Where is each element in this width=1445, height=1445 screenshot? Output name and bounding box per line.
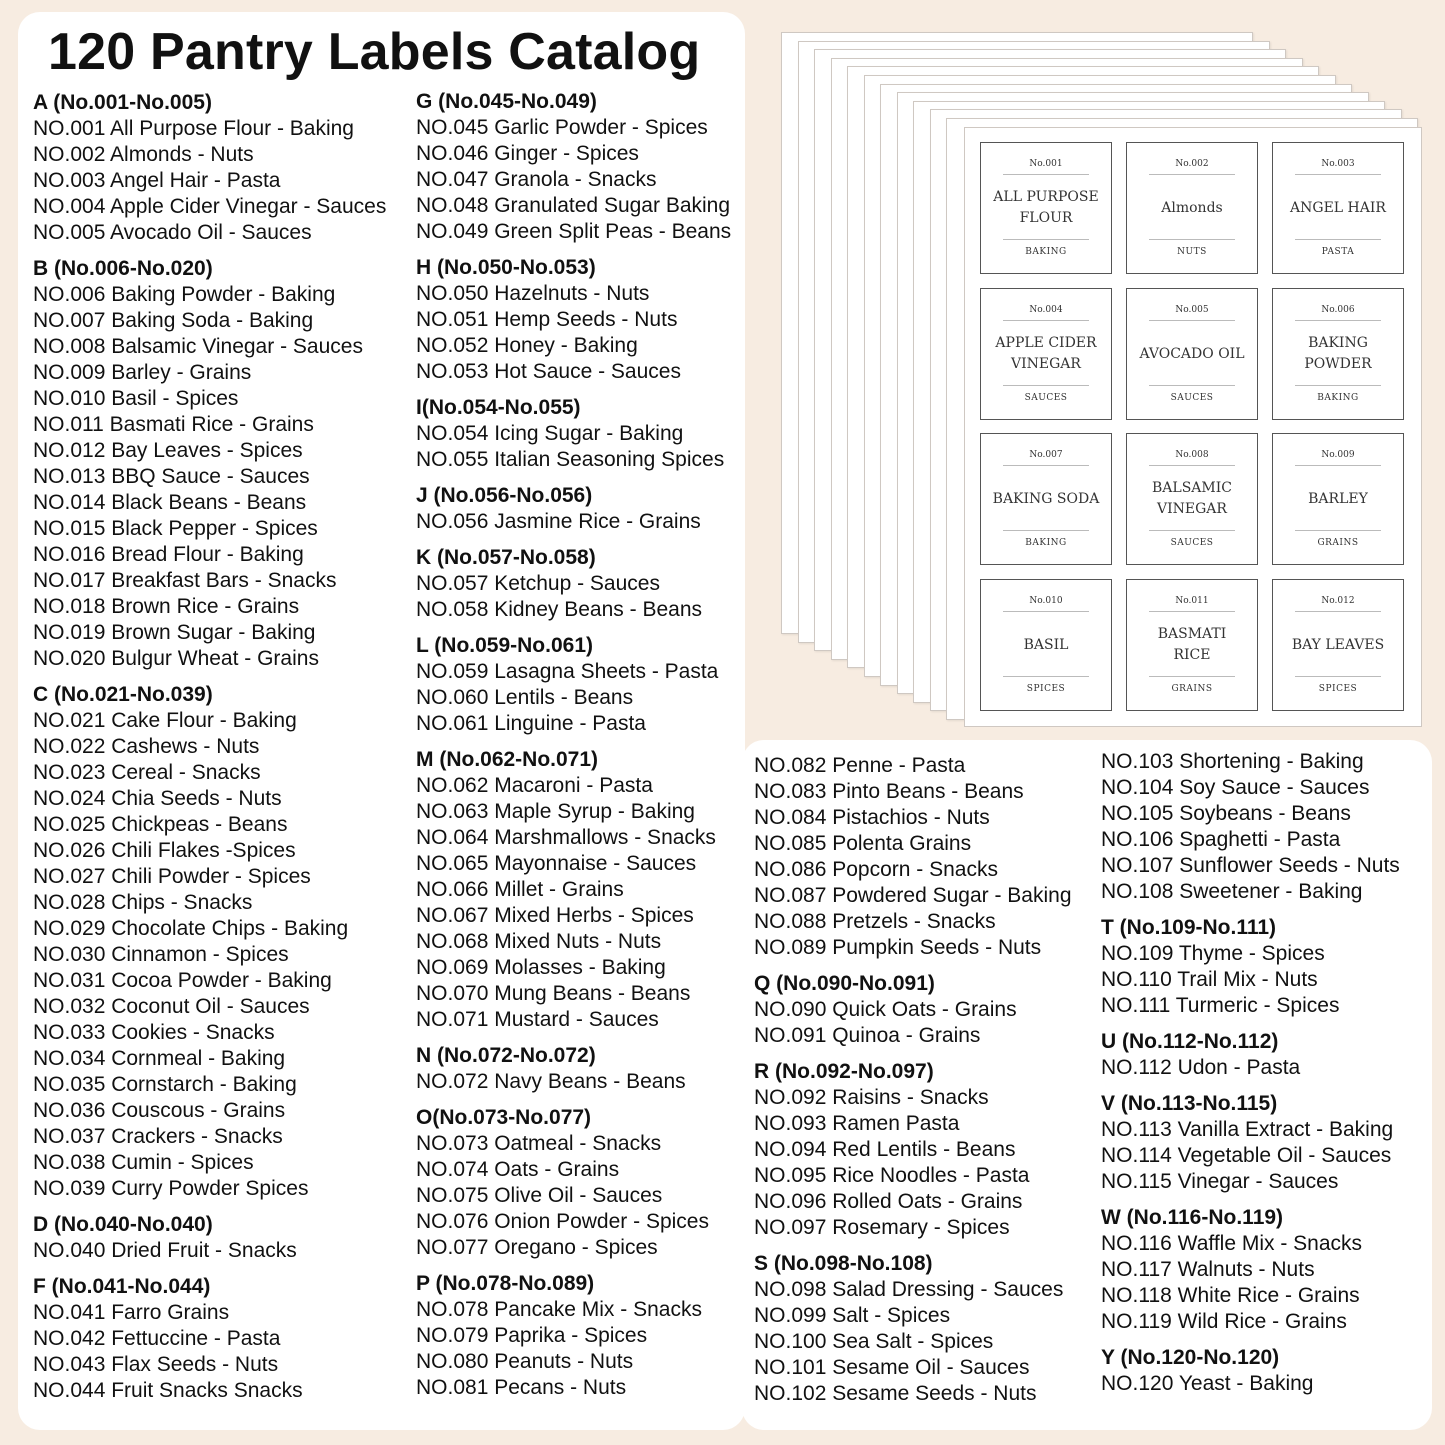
catalog-item: NO.047 Granola - Snacks bbox=[416, 168, 657, 191]
catalog-item: NO.118 White Rice - Grains bbox=[1101, 1284, 1360, 1307]
catalog-item: NO.086 Popcorn - Snacks bbox=[754, 858, 998, 881]
catalog-item: NO.050 Hazelnuts - Nuts bbox=[416, 282, 650, 305]
catalog-item: NO.046 Ginger - Spices bbox=[416, 142, 639, 165]
catalog-section bbox=[33, 682, 386, 1202]
label-category: BAKING bbox=[1025, 538, 1067, 548]
catalog-item: NO.040 Dried Fruit - Snacks bbox=[33, 1239, 297, 1262]
catalog-section bbox=[33, 1212, 386, 1264]
catalog-item: NO.037 Crackers - Snacks bbox=[33, 1125, 283, 1148]
catalog-item: NO.096 Rolled Oats - Grains bbox=[754, 1190, 1023, 1213]
catalog-item: NO.117 Walnuts - Nuts bbox=[1101, 1258, 1315, 1281]
catalog-item: NO.021 Cake Flour - Baking bbox=[33, 709, 297, 732]
label-divider bbox=[1295, 174, 1381, 175]
label-divider bbox=[1149, 320, 1235, 321]
label-name-text: BALSAMIC VINEGAR bbox=[1152, 480, 1232, 517]
label-number: No.011 bbox=[1175, 596, 1209, 606]
catalog-item: NO.071 Mustard - Sauces bbox=[416, 1008, 659, 1031]
section-heading: U (No.112-No.112) bbox=[1101, 1030, 1279, 1053]
label-number: No.003 bbox=[1321, 159, 1355, 169]
catalog-item: NO.104 Soy Sauce - Sauces bbox=[1101, 776, 1370, 799]
catalog-item: NO.011 Basmati Rice - Grains bbox=[33, 413, 314, 436]
catalog-item: NO.100 Sea Salt - Spices bbox=[754, 1330, 994, 1353]
label-name-text: APPLE CIDER VINEGAR bbox=[995, 335, 1097, 372]
label-divider bbox=[1295, 676, 1381, 677]
label-name bbox=[987, 472, 1105, 526]
catalog-section bbox=[33, 1274, 386, 1404]
label-divider bbox=[1149, 465, 1235, 466]
catalog-item: NO.023 Cereal - Snacks bbox=[33, 761, 261, 784]
label-name bbox=[987, 618, 1105, 672]
catalog-item: NO.069 Molasses - Baking bbox=[416, 956, 666, 979]
catalog-item: NO.017 Breakfast Bars - Snacks bbox=[33, 569, 337, 592]
catalog-item: NO.082 Penne - Pasta bbox=[754, 754, 966, 777]
label-name bbox=[1133, 472, 1251, 526]
catalog-item: NO.005 Avocado Oil - Sauces bbox=[33, 221, 312, 244]
section-heading: P (No.078-No.089) bbox=[416, 1272, 595, 1295]
catalog-item: NO.106 Spaghetti - Pasta bbox=[1101, 828, 1341, 851]
catalog-item: NO.061 Linguine - Pasta bbox=[416, 712, 646, 735]
catalog-item: NO.088 Pretzels - Snacks bbox=[754, 910, 996, 933]
label-number: No.009 bbox=[1321, 450, 1355, 460]
catalog-item: NO.108 Sweetener - Baking bbox=[1101, 880, 1363, 903]
pantry-label bbox=[1126, 579, 1258, 711]
catalog-item: NO.014 Black Beans - Beans bbox=[33, 491, 307, 514]
catalog-item: NO.031 Cocoa Powder - Baking bbox=[33, 969, 332, 992]
label-number: No.005 bbox=[1175, 305, 1209, 315]
catalog-section bbox=[1101, 1029, 1400, 1081]
catalog-item: NO.044 Fruit Snacks Snacks bbox=[33, 1379, 303, 1402]
label-name bbox=[987, 181, 1105, 235]
catalog-section bbox=[1101, 1091, 1400, 1195]
catalog-item: NO.119 Wild Rice - Grains bbox=[1101, 1310, 1347, 1333]
label-number: No.008 bbox=[1175, 450, 1209, 460]
label-name bbox=[1133, 618, 1251, 672]
catalog-item: NO.079 Paprika - Spices bbox=[416, 1324, 648, 1347]
catalog-item: NO.056 Jasmine Rice - Grains bbox=[416, 510, 701, 533]
label-name-text: AVOCADO OIL bbox=[1139, 345, 1245, 362]
catalog-item: NO.077 Oregano - Spices bbox=[416, 1236, 658, 1259]
section-heading: H (No.050-No.053) bbox=[416, 256, 596, 279]
catalog-item: NO.097 Rosemary - Spices bbox=[754, 1216, 1010, 1239]
pantry-label bbox=[1272, 142, 1404, 274]
label-name bbox=[1279, 327, 1397, 381]
label-number: No.010 bbox=[1029, 596, 1063, 606]
section-heading: J (No.056-No.056) bbox=[416, 484, 593, 507]
catalog-item: NO.049 Green Split Peas - Beans bbox=[416, 220, 732, 243]
section-heading: R (No.092-No.097) bbox=[754, 1060, 934, 1083]
catalog-item: NO.110 Trail Mix - Nuts bbox=[1101, 968, 1318, 991]
catalog-item: NO.064 Marshmallows - Snacks bbox=[416, 826, 716, 849]
catalog-item: NO.074 Oats - Grains bbox=[416, 1158, 620, 1181]
catalog-column-4 bbox=[1101, 749, 1400, 1397]
catalog-item: NO.030 Cinnamon - Spices bbox=[33, 943, 289, 966]
catalog-item: NO.010 Basil - Spices bbox=[33, 387, 239, 410]
label-category: SAUCES bbox=[1170, 538, 1214, 548]
pantry-label bbox=[980, 288, 1112, 420]
pantry-label bbox=[980, 142, 1112, 274]
catalog-item: NO.022 Cashews - Nuts bbox=[33, 735, 260, 758]
section-heading: C (No.021-No.039) bbox=[33, 683, 213, 706]
catalog-item: NO.016 Bread Flour - Baking bbox=[33, 543, 304, 566]
label-divider bbox=[1295, 465, 1381, 466]
label-name bbox=[987, 327, 1105, 381]
catalog-item: NO.098 Salad Dressing - Sauces bbox=[754, 1278, 1064, 1301]
catalog-item: NO.051 Hemp Seeds - Nuts bbox=[416, 308, 678, 331]
catalog-section bbox=[33, 256, 386, 672]
label-number: No.007 bbox=[1029, 450, 1063, 460]
label-divider bbox=[1295, 385, 1381, 386]
label-name-text: BASIL bbox=[1023, 636, 1069, 653]
label-name bbox=[1133, 181, 1251, 235]
label-divider bbox=[1295, 611, 1381, 612]
label-divider bbox=[1003, 676, 1089, 677]
section-heading: G (No.045-No.049) bbox=[416, 90, 597, 113]
catalog-item: NO.094 Red Lentils - Beans bbox=[754, 1138, 1016, 1161]
label-category: SAUCES bbox=[1024, 393, 1068, 403]
label-name-text: Almonds bbox=[1161, 199, 1223, 216]
label-divider bbox=[1003, 611, 1089, 612]
catalog-item: NO.024 Chia Seeds - Nuts bbox=[33, 787, 282, 810]
catalog-item: NO.065 Mayonnaise - Sauces bbox=[416, 852, 697, 875]
label-name-text: ANGEL HAIR bbox=[1290, 199, 1386, 216]
pantry-label bbox=[980, 579, 1112, 711]
label-category: BAKING bbox=[1025, 247, 1067, 257]
catalog-section bbox=[416, 483, 731, 535]
catalog-item: NO.089 Pumpkin Seeds - Nuts bbox=[754, 936, 1042, 959]
catalog-item: NO.080 Peanuts - Nuts bbox=[416, 1350, 634, 1373]
catalog-item: NO.120 Yeast - Baking bbox=[1101, 1372, 1314, 1395]
catalog-column-1 bbox=[33, 90, 386, 1404]
page-title: 120 Pantry Labels Catalog bbox=[48, 23, 701, 81]
catalog-column-3 bbox=[754, 753, 1072, 1407]
catalog-item: NO.029 Chocolate Chips - Baking bbox=[33, 917, 349, 940]
label-divider bbox=[1149, 239, 1235, 240]
catalog-item: NO.038 Cumin - Spices bbox=[33, 1151, 254, 1174]
catalog-item: NO.063 Maple Syrup - Baking bbox=[416, 800, 695, 823]
catalog-item: NO.092 Raisins - Snacks bbox=[754, 1086, 989, 1109]
label-number: No.002 bbox=[1175, 159, 1209, 169]
label-category: GRAINS bbox=[1317, 538, 1359, 548]
catalog-item: NO.076 Onion Powder - Spices bbox=[416, 1210, 709, 1233]
catalog-section bbox=[416, 545, 731, 623]
label-divider bbox=[1149, 676, 1235, 677]
section-heading: L (No.059-No.061) bbox=[416, 634, 593, 657]
catalog-item: NO.095 Rice Noodles - Pasta bbox=[754, 1164, 1030, 1187]
section-heading: I(No.054-No.055) bbox=[416, 396, 581, 419]
catalog-section bbox=[416, 1043, 731, 1095]
catalog-item: NO.084 Pistachios - Nuts bbox=[754, 806, 990, 829]
section-heading: V (No.113-No.115) bbox=[1101, 1092, 1278, 1115]
section-heading: B (No.006-No.020) bbox=[33, 257, 213, 280]
label-category: NUTS bbox=[1177, 247, 1207, 257]
catalog-section bbox=[416, 1105, 731, 1261]
section-heading: D (No.040-No.040) bbox=[33, 1213, 213, 1236]
catalog-item: NO.083 Pinto Beans - Beans bbox=[754, 780, 1024, 803]
label-divider bbox=[1149, 174, 1235, 175]
catalog-item: NO.018 Brown Rice - Grains bbox=[33, 595, 300, 618]
catalog-item: NO.058 Kidney Beans - Beans bbox=[416, 598, 703, 621]
catalog-item: NO.075 Olive Oil - Sauces bbox=[416, 1184, 663, 1207]
catalog-section bbox=[1101, 915, 1400, 1019]
catalog-item: NO.006 Baking Powder - Baking bbox=[33, 283, 336, 306]
catalog-item: NO.039 Curry Powder Spices bbox=[33, 1177, 309, 1200]
catalog-item: NO.109 Thyme - Spices bbox=[1101, 942, 1325, 965]
label-divider bbox=[1149, 611, 1235, 612]
catalog-item: NO.066 Millet - Grains bbox=[416, 878, 624, 901]
catalog-item: NO.054 Icing Sugar - Baking bbox=[416, 422, 684, 445]
catalog-item: NO.002 Almonds - Nuts bbox=[33, 143, 254, 166]
label-category: SAUCES bbox=[1170, 393, 1214, 403]
section-heading: Y (No.120-No.120) bbox=[1101, 1346, 1280, 1369]
catalog-item: NO.033 Cookies - Snacks bbox=[33, 1021, 275, 1044]
catalog-section bbox=[33, 90, 386, 246]
catalog-item: NO.034 Cornmeal - Baking bbox=[33, 1047, 286, 1070]
catalog-item: NO.073 Oatmeal - Snacks bbox=[416, 1132, 662, 1155]
label-name-text: BASMATI RICE bbox=[1157, 626, 1227, 663]
catalog-item: NO.003 Angel Hair - Pasta bbox=[33, 169, 281, 192]
label-name-text: BAKING SODA bbox=[992, 490, 1100, 507]
label-divider bbox=[1003, 385, 1089, 386]
section-heading: T (No.109-No.111) bbox=[1101, 916, 1277, 939]
label-number: No.012 bbox=[1321, 596, 1355, 606]
catalog-item: NO.102 Sesame Seeds - Nuts bbox=[754, 1382, 1037, 1405]
catalog-section bbox=[416, 89, 731, 245]
pantry-label bbox=[1272, 288, 1404, 420]
catalog-item: NO.028 Chips - Snacks bbox=[33, 891, 253, 914]
label-category: BAKING bbox=[1317, 393, 1359, 403]
pantry-label bbox=[1272, 433, 1404, 565]
label-divider bbox=[1003, 320, 1089, 321]
catalog-item: NO.042 Fettuccine - Pasta bbox=[33, 1327, 281, 1350]
label-divider bbox=[1149, 385, 1235, 386]
section-heading: N (No.072-No.072) bbox=[416, 1044, 596, 1067]
catalog-item: NO.107 Sunflower Seeds - Nuts bbox=[1101, 854, 1400, 877]
catalog-item: NO.072 Navy Beans - Beans bbox=[416, 1070, 686, 1093]
pantry-label bbox=[1126, 433, 1258, 565]
label-name-text: BAY LEAVES bbox=[1291, 636, 1385, 653]
catalog-column-2 bbox=[416, 89, 731, 1401]
catalog-section bbox=[416, 255, 731, 385]
catalog-item: NO.012 Bay Leaves - Spices bbox=[33, 439, 303, 462]
label-name bbox=[1279, 472, 1397, 526]
catalog-item: NO.020 Bulgur Wheat - Grains bbox=[33, 647, 319, 670]
label-divider bbox=[1295, 239, 1381, 240]
pantry-label bbox=[1272, 579, 1404, 711]
catalog-item: NO.085 Polenta Grains bbox=[754, 832, 972, 855]
catalog-item: NO.099 Salt - Spices bbox=[754, 1304, 951, 1327]
catalog-item: NO.032 Coconut Oil - Sauces bbox=[33, 995, 310, 1018]
catalog-item: NO.116 Waffle Mix - Snacks bbox=[1101, 1232, 1363, 1255]
catalog-item: NO.009 Barley - Grains bbox=[33, 361, 252, 384]
label-number: No.006 bbox=[1321, 305, 1355, 315]
catalog-item: NO.007 Baking Soda - Baking bbox=[33, 309, 314, 332]
catalog-item: NO.112 Udon - Pasta bbox=[1101, 1056, 1301, 1079]
catalog-item: NO.057 Ketchup - Sauces bbox=[416, 572, 660, 595]
catalog-item: NO.048 Granulated Sugar Baking bbox=[416, 194, 731, 217]
catalog-item: NO.078 Pancake Mix - Snacks bbox=[416, 1298, 702, 1321]
section-heading: M (No.062-No.071) bbox=[416, 748, 599, 771]
label-name-text: ALL PURPOSE FLOUR bbox=[993, 189, 1099, 226]
catalog-section bbox=[754, 1059, 1072, 1241]
catalog-item: NO.045 Garlic Powder - Spices bbox=[416, 116, 708, 139]
section-heading: F (No.041-No.044) bbox=[33, 1275, 211, 1298]
catalog-item: NO.113 Vanilla Extract - Baking bbox=[1101, 1118, 1394, 1141]
catalog-section bbox=[754, 753, 1072, 961]
catalog-item: NO.001 All Purpose Flour - Baking bbox=[33, 117, 354, 140]
section-heading: K (No.057-No.058) bbox=[416, 546, 596, 569]
catalog-section bbox=[416, 1271, 731, 1401]
pantry-label bbox=[1126, 142, 1258, 274]
label-category: PASTA bbox=[1321, 247, 1355, 257]
catalog-item: NO.087 Powdered Sugar - Baking bbox=[754, 884, 1072, 907]
catalog-item: NO.053 Hot Sauce - Sauces bbox=[416, 360, 681, 383]
label-name-text: BAKING POWDER bbox=[1304, 335, 1372, 372]
section-heading: S (No.098-No.108) bbox=[754, 1252, 933, 1275]
label-name bbox=[1133, 327, 1251, 381]
catalog-item: NO.081 Pecans - Nuts bbox=[416, 1376, 627, 1399]
catalog-item: NO.055 Italian Seasoning Spices bbox=[416, 448, 725, 471]
catalog-item: NO.060 Lentils - Beans bbox=[416, 686, 634, 709]
catalog-item: NO.070 Mung Beans - Beans bbox=[416, 982, 691, 1005]
catalog-item: NO.052 Honey - Baking bbox=[416, 334, 638, 357]
catalog-section bbox=[1101, 1205, 1400, 1335]
catalog-item: NO.105 Soybeans - Beans bbox=[1101, 802, 1351, 825]
section-heading: A (No.001-No.005) bbox=[33, 91, 212, 114]
catalog-item: NO.114 Vegetable Oil - Sauces bbox=[1101, 1144, 1392, 1167]
catalog-item: NO.019 Brown Sugar - Baking bbox=[33, 621, 316, 644]
catalog-section bbox=[1101, 749, 1400, 905]
label-divider bbox=[1003, 239, 1089, 240]
label-divider bbox=[1295, 320, 1381, 321]
pantry-label bbox=[1126, 288, 1258, 420]
catalog-item: NO.101 Sesame Oil - Sauces bbox=[754, 1356, 1030, 1379]
catalog-section bbox=[416, 747, 731, 1033]
label-category: SPICES bbox=[1318, 684, 1358, 694]
label-number: No.004 bbox=[1029, 305, 1063, 315]
catalog-item: NO.008 Balsamic Vinegar - Sauces bbox=[33, 335, 363, 358]
label-name bbox=[1279, 618, 1397, 672]
label-category: GRAINS bbox=[1171, 684, 1213, 694]
catalog-item: NO.041 Farro Grains bbox=[33, 1301, 230, 1324]
label-number: No.001 bbox=[1029, 159, 1063, 169]
pantry-label bbox=[980, 433, 1112, 565]
catalog-section bbox=[416, 633, 731, 737]
label-divider bbox=[1003, 465, 1089, 466]
label-divider bbox=[1003, 174, 1089, 175]
catalog-item: NO.043 Flax Seeds - Nuts bbox=[33, 1353, 279, 1376]
catalog-item: NO.062 Macaroni - Pasta bbox=[416, 774, 653, 797]
catalog-item: NO.027 Chili Powder - Spices bbox=[33, 865, 311, 888]
catalog-section bbox=[416, 395, 731, 473]
section-heading: W (No.116-No.119) bbox=[1101, 1206, 1284, 1229]
catalog-item: NO.015 Black Pepper - Spices bbox=[33, 517, 318, 540]
catalog-item: NO.059 Lasagna Sheets - Pasta bbox=[416, 660, 719, 683]
catalog-item: NO.004 Apple Cider Vinegar - Sauces bbox=[33, 195, 387, 218]
label-divider bbox=[1149, 530, 1235, 531]
section-heading: Q (No.090-No.091) bbox=[754, 972, 935, 995]
catalog-item: NO.115 Vinegar - Sauces bbox=[1101, 1170, 1339, 1193]
catalog-item: NO.013 BBQ Sauce - Sauces bbox=[33, 465, 310, 488]
catalog-item: NO.035 Cornstarch - Baking bbox=[33, 1073, 297, 1096]
catalog-item: NO.067 Mixed Herbs - Spices bbox=[416, 904, 694, 927]
catalog-item: NO.036 Couscous - Grains bbox=[33, 1099, 286, 1122]
catalog-item: NO.090 Quick Oats - Grains bbox=[754, 998, 1017, 1021]
catalog-item: NO.093 Ramen Pasta bbox=[754, 1112, 960, 1135]
label-name bbox=[1279, 181, 1397, 235]
catalog-item: NO.111 Turmeric - Spices bbox=[1101, 994, 1340, 1017]
catalog-item: NO.068 Mixed Nuts - Nuts bbox=[416, 930, 662, 953]
label-sheet-front bbox=[964, 127, 1422, 727]
catalog-section bbox=[754, 1251, 1072, 1407]
catalog-item: NO.026 Chili Flakes -Spices bbox=[33, 839, 296, 862]
catalog-section bbox=[1101, 1345, 1400, 1397]
label-name-text: BARLEY bbox=[1308, 490, 1368, 507]
catalog-item: NO.091 Quinoa - Grains bbox=[754, 1024, 981, 1047]
catalog-section bbox=[754, 971, 1072, 1049]
label-category: SPICES bbox=[1026, 684, 1066, 694]
label-divider bbox=[1003, 530, 1089, 531]
section-heading: O(No.073-No.077) bbox=[416, 1106, 592, 1129]
catalog-item: NO.103 Shortening - Baking bbox=[1101, 750, 1364, 773]
catalog-item: NO.025 Chickpeas - Beans bbox=[33, 813, 288, 836]
label-divider bbox=[1295, 530, 1381, 531]
